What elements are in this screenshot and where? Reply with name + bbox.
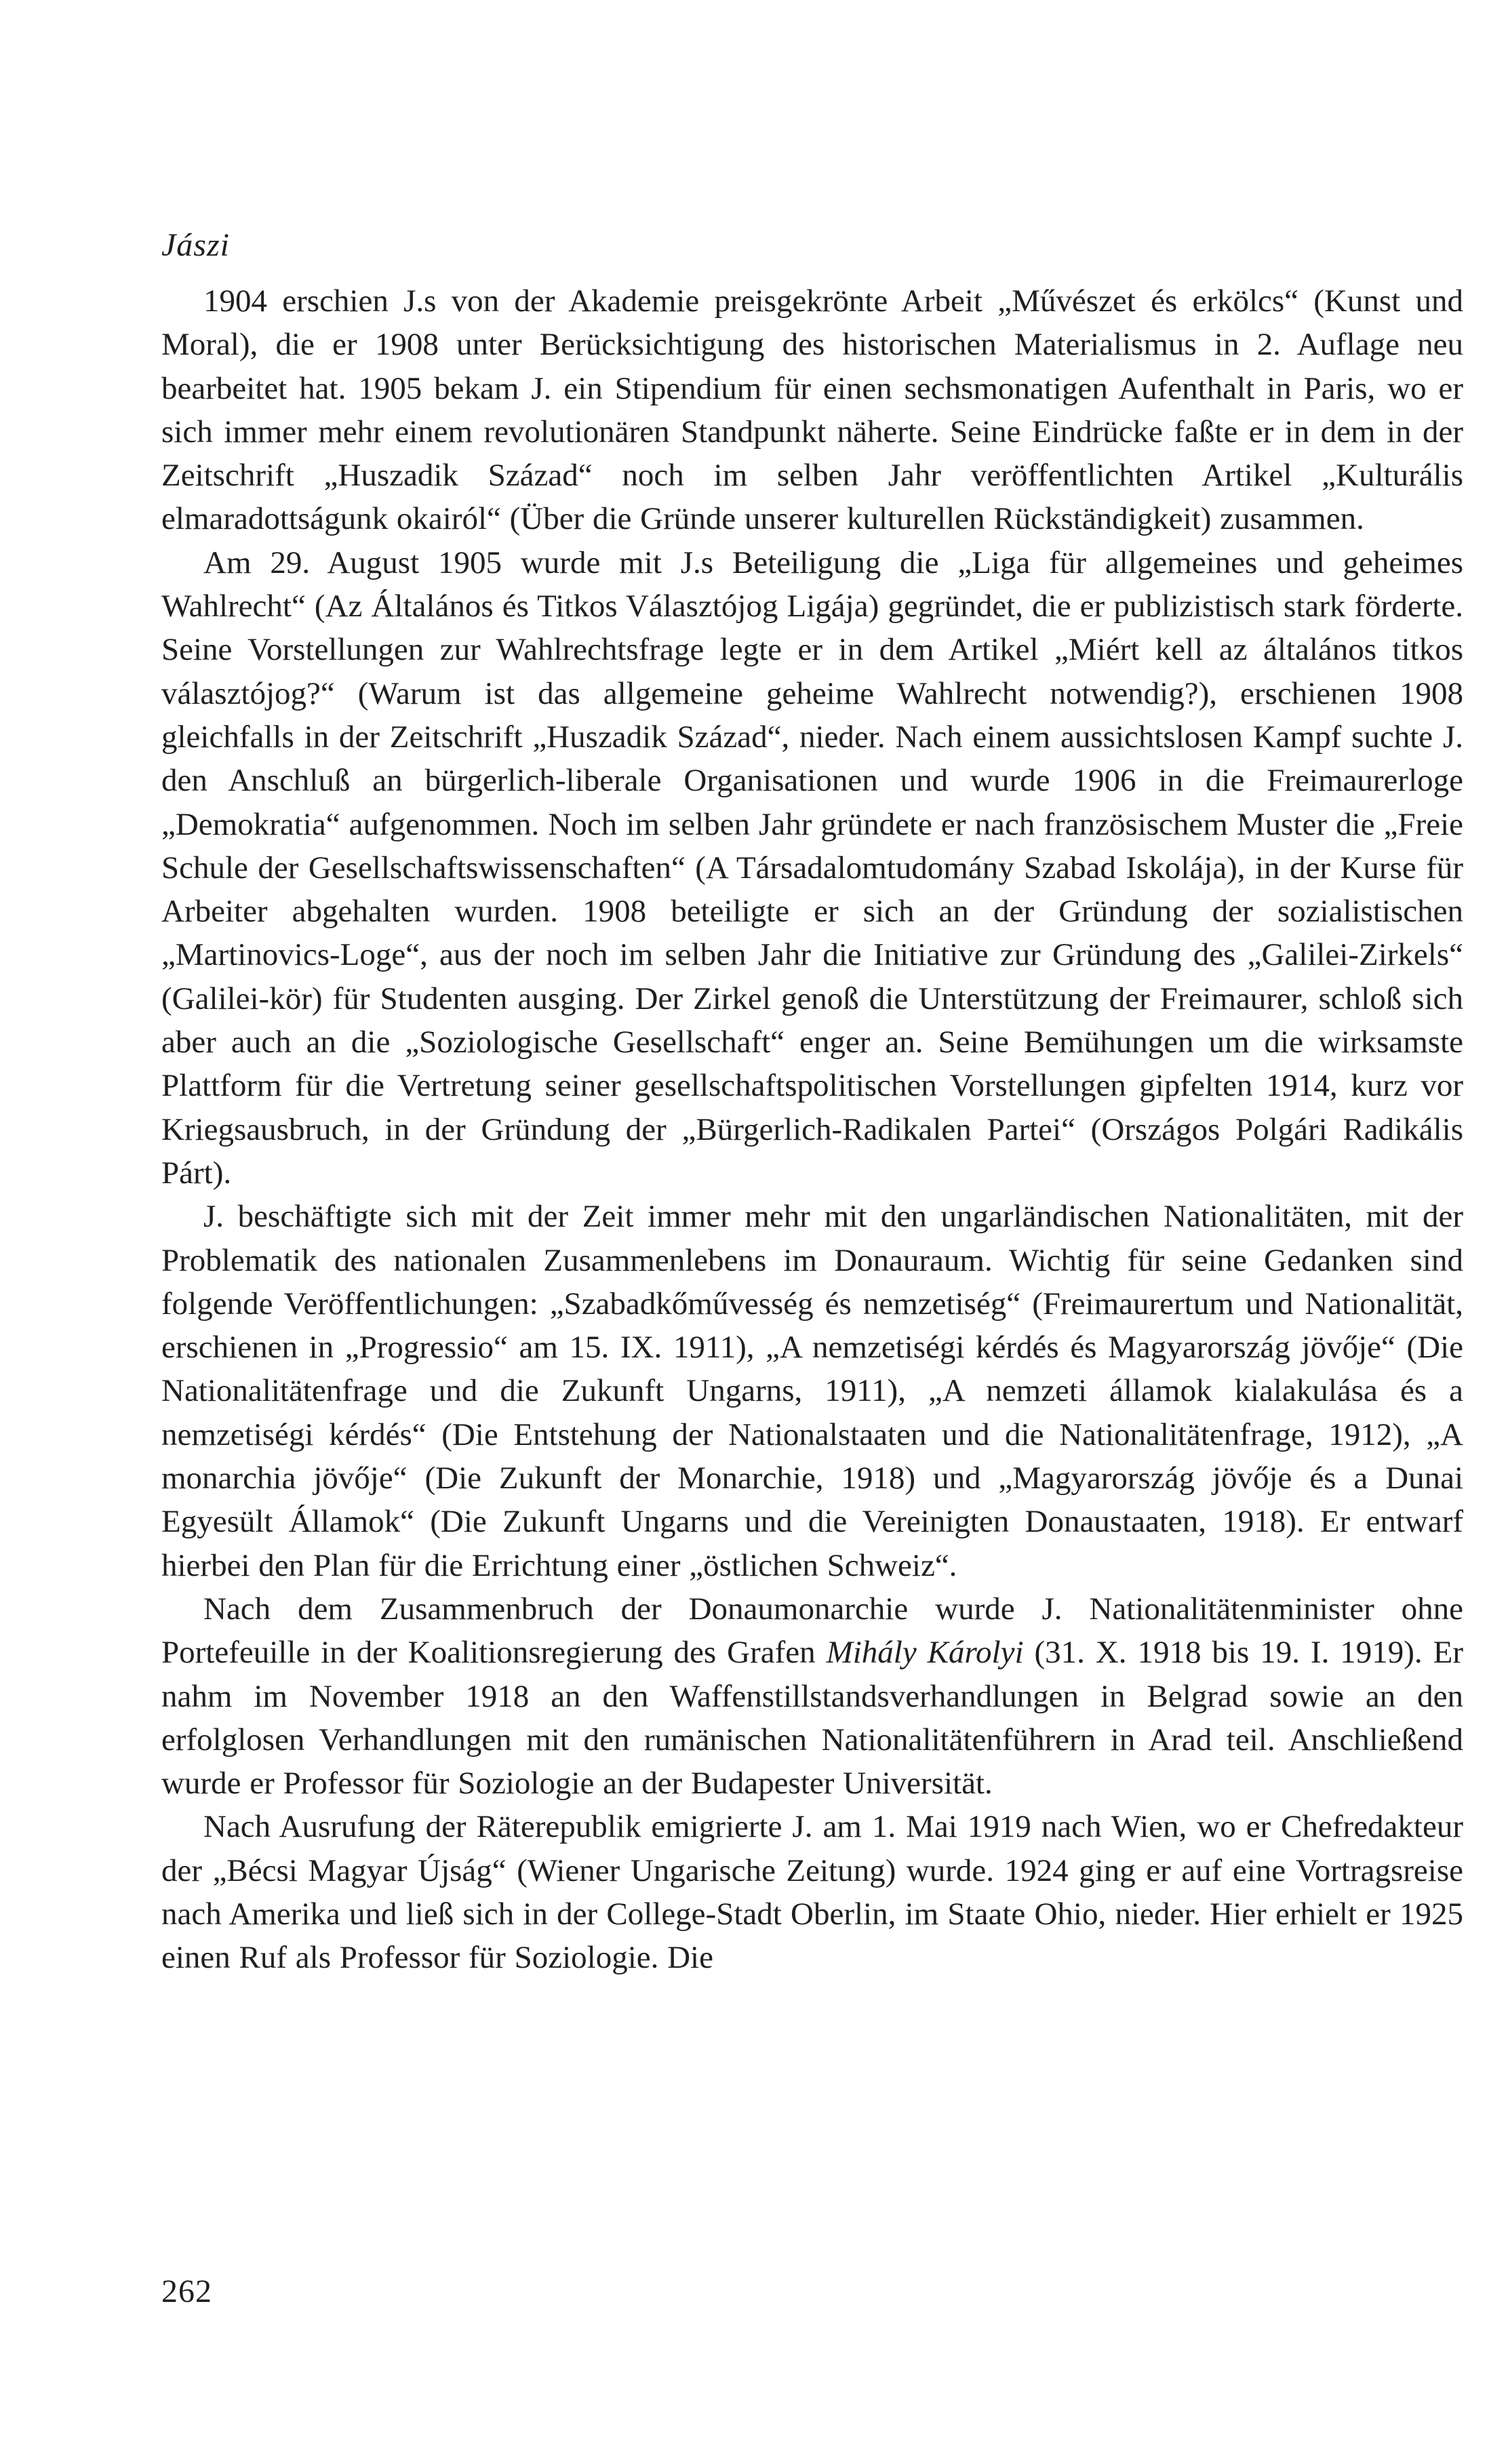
paragraph-4-text-before: Nach dem Zusammenbruch der Donaumonarchie wurde J. Nationalitätenminister ohne Portefeuille in der Koalitionsregierung des Grafen bbox=[161, 1591, 1463, 1671]
paragraph-5: Nach Ausrufung der Räterepublik emigrierte J. am 1. Mai 1919 nach Wien, wo er Chefredakteur der „Bécsi Magyar Újság“ (Wiener Ungarische Zeitung) wurde. 1924 ging er auf eine Vortragsreise nach Amerika und ließ sich in der College-Stadt Oberlin, im Staate Ohio, nieder. Hier erhielt er 1925 einen Ruf als Professor für Soziologie. Die bbox=[161, 1809, 1463, 1976]
paragraph-3: J. beschäftigte sich mit der Zeit immer mehr mit den ungarländischen Nationalitäten, mit der Problematik des nationalen Zusammenlebens im Donauraum. Wichtig für seine Gedanken sind folgende Veröffentlichungen: „Szabadkőművesség és nemzetiség“ (Freimaurertum und Nationalität, erschienen in „Progressio“ am 15. IX. 1911), „A nemzetiségi kérdés és Magyarország jövője“ (Die Nationalitätenfrage und die Zukunft Ungarns, 1911), „A nemzeti államok kialakulása és a nemzetiségi kérdés“ (Die Entstehung der Nationalstaaten und die Nationalitätenfrage, 1912), „A monarchia jövője“ (Die Zukunft der Monarchie, 1918) und „Magyarország jövője és a Dunai Egyesült Államok“ (Die Zukunft Ungarns und die Vereinigten Donaustaaten, 1918). Er entwarf hierbei den Plan für die Errichtung einer „östlichen Schweiz“. bbox=[161, 1199, 1463, 1583]
paragraph-2: Am 29. August 1905 wurde mit J.s Beteiligung die „Liga für allgemeines und geheimes Wahlrecht“ (Az Általános és Titkos Választójog Ligája) gegründet, die er publizistisch stark förderte. Seine Vorstellungen zur Wahlrechtsfrage legte er in dem Artikel „Miért kell az általános titkos választójog?“ (Warum ist das allgemeine geheime Wahlrecht notwendig?), erschienen 1908 gleichfalls in der Zeitschrift „Huszadik Század“, nieder. Nach einem aussichtslosen Kampf suchte J. den Anschluß an bürgerlich-liberale Organisationen und wurde 1906 in die Freimaurerloge „Demokratia“ aufgenommen. Noch im selben Jahr gründete er nach französischem Muster die „Freie Schule der Gesellschaftswissenschaften“ (A Társadalomtudomány Szabad Iskolája), in der Kurse für Arbeiter abgehalten wurden. 1908 beteiligte er sich an der Gründung der sozialistischen „Martinovics-Loge“, aus der noch im selben Jahr die Initiative zur Gründung des „Galilei-Zirkels“ (Galilei-kör) für Studenten ausging. Der Zirkel genoß die Unterstützung der Freimaurer, schloß sich aber auch an die „Soziologische Gesellschaft“ enger an. Seine Bemühungen um die wirksamste Plattform für die Vertretung seiner gesellschaftspolitischen Vorstellungen gipfelten 1914, kurz vor Kriegsausbruch, in der Gründung der „Bürgerlich-Radikalen Partei“ (Országos Polgári Radikális Párt). bbox=[161, 544, 1463, 1191]
paragraph-4 bbox=[161, 1587, 1463, 1805]
body-text bbox=[161, 279, 1463, 1980]
person-name-italic: Mihály Károlyi bbox=[826, 1635, 1024, 1671]
paragraph-1: 1904 erschien J.s von der Akademie preisgekrönte Arbeit „Művészet és erkölcs“ (Kunst und Moral), die er 1908 unter Berücksichtigung des historischen Materialismus in 2. Auflage neu bearbeitet hat. 1905 bekam J. ein Stipendium für einen sechsmonatigen Aufenthalt in Paris, wo er sich immer mehr einem revolutionären Standpunkt näherte. Seine Eindrücke faßte er in dem in der Zeitschrift „Huszadik Század“ noch im selben Jahr veröffentlichten Artikel „Kulturális elmaradottságunk okairól“ (Über die Gründe unserer kulturellen Rückständigkeit) zusammen. bbox=[161, 283, 1463, 537]
running-head: Jászi bbox=[161, 227, 230, 263]
page-number: 262 bbox=[161, 2273, 212, 2309]
paragraph-4-text-after: (31. X. 1918 bis 19. I. 1919). Er nahm im November 1918 an den Waffenstillstandsverhandlungen in Belgrad sowie an den erfolglosen Verhandlungen mit den rumänischen Nationalitätenführern in Arad teil. Anschließend wurde er Professor für Soziologie an der Budapester Universität. bbox=[161, 1635, 1463, 1802]
